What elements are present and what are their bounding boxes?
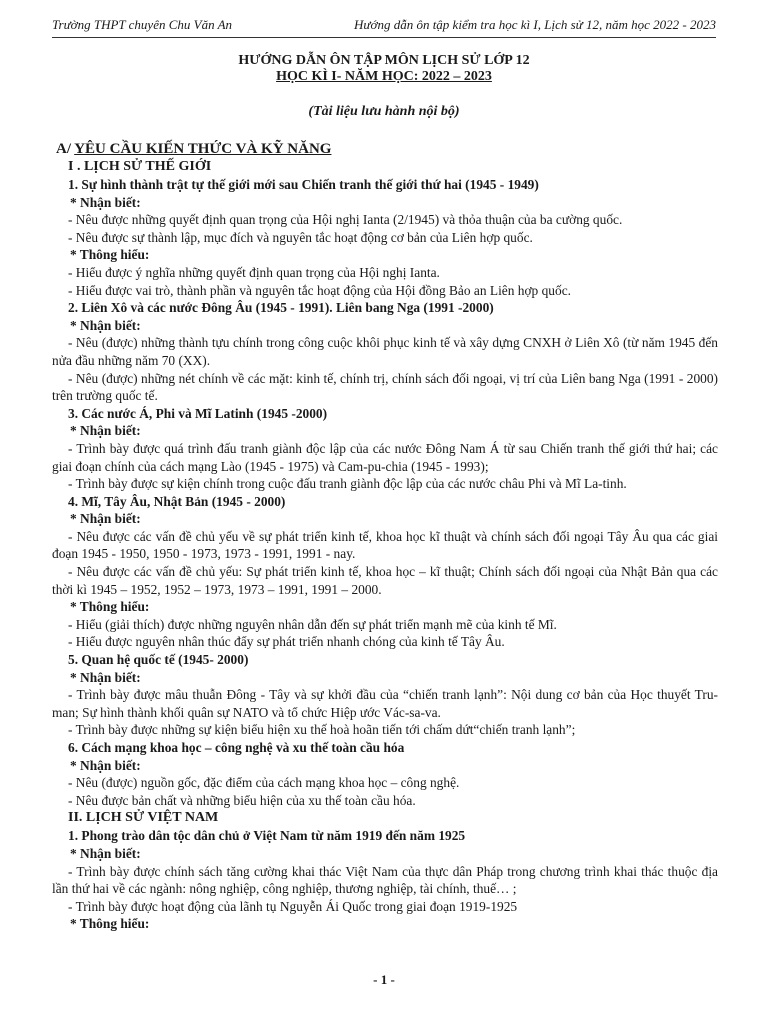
s3-label-nhan-biet: * Nhận biết: [70,423,141,439]
s5-item-1: - Trình bày được mâu thuẫn Đông - Tây và sự khởi đầu của “chiến tranh lạnh”: Nội dung cơ bản của Học thuyết Tru-man; Sự hình thành khối quân sự NATO và tổ chức Hiệp ước Vác-sa-va. [52,687,718,720]
doc-subtitle: HỌC KÌ I- NĂM HỌC: 2022 – 2023 [276,69,492,84]
s4-label-nhan-biet: * Nhận biết: [70,511,141,527]
s3-item-1: - Trình bày được quá trình đấu tranh giành độc lập của các nước Đông Nam Á từ sau Chiến tranh thế giới thứ hai; các giai đoạn chính của cách mạng Lào (1945 - 1975) và Cam-pu-chia (1945 - 1993); [52,440,718,474]
s4-item-1: - Nêu được các vấn đề chủ yếu về sự phát triển kinh tế, khoa học kĩ thuật và chính sách đối ngoại Tây Âu qua các giai đoạn 1945 - 1950, 1950 - 1973, 1973 - 1991, 1991 - nay. [52,528,718,562]
s1-label-thong-hieu: * Thông hiểu: [70,247,150,263]
s6-item-2: - Nêu được bản chất và những biểu hiện của xu thế toàn cầu hóa. [68,792,416,808]
header-doc-title: Hướng dẫn ôn tập kiểm tra học kì I, Lịch sử 12, năm học 2022 - 2023 [354,17,716,32]
s4-item-2: - Nêu được các vấn đề chủ yếu: Sự phát triển kinh tế, khoa học – kĩ thuật; Chính sách đối ngoại của Nhật Bản qua các thời kì 1945 – 1952, 1952 – 1973, 1973 – 1991, 1991 – 2000. [52,564,718,597]
doc-title: HƯỚNG DẪN ÔN TẬP MÔN LỊCH SỬ LỚP 12 [238,53,530,68]
s6-item-1: - Nêu (được) nguồn gốc, đặc điểm của cách mạng khoa học – công nghệ. [68,775,460,791]
section-a-prefix: A/ [56,141,75,157]
s1-item-4: - Hiểu được vai trò, thành phần và nguyên tắc hoạt động của Hội đồng Bảo an Liên hợp quốc. [68,282,571,298]
s6-heading: 6. Cách mạng khoa học – công nghệ và xu thế toàn cầu hóa [68,740,405,755]
section-a-title: YÊU CẦU KIẾN THỨC VÀ KỸ NĂNG [74,141,332,157]
s4-label-thong-hieu: * Thông hiểu: [70,599,150,615]
s2-item-2: - Nêu (được) những nét chính về các mặt: kinh tế, chính trị, chính sách đối ngoại, vị trí của Liên bang Nga (1991 - 2000) trên trường quốc tế. [52,370,718,404]
v1-item-2: - Trình bày được hoạt động của lãnh tụ Nguyễn Ái Quốc trong giai đoạn 1919-1925 [68,898,518,914]
page-header [52,17,716,38]
s2-heading: 2. Liên Xô và các nước Đông Âu (1945 - 1991). Liên bang Nga (1991 -2000) [68,300,494,316]
page-number: - 1 - [373,972,395,987]
part-2-heading: II. LỊCH SỬ VIỆT NAM [68,810,219,826]
v1-label-nhan-biet: * Nhận biết: [70,845,141,861]
s5-label-nhan-biet: * Nhận biết: [70,669,141,685]
s4-item-3: - Hiểu (giải thích) được những nguyên nhân dẫn đến sự phát triển mạnh mẽ của kinh tế Mĩ. [68,616,557,632]
s1-heading: 1. Sự hình thành trật tự thế giới mới sau Chiến tranh thế giới thứ hai (1945 - 1949) [68,177,539,192]
s1-item-1: - Nêu được những quyết định quan trọng của Hội nghị Ianta (2/1945) và thỏa thuận của ba cường quốc. [68,212,623,228]
s4-item-4: - Hiểu được nguyên nhân thúc đẩy sự phát triển nhanh chóng của kinh tế Tây Âu. [68,634,505,650]
s2-label-nhan-biet: * Nhận biết: [70,317,141,333]
doc-body [52,140,718,933]
part-1-heading: I . LỊCH SỬ THẾ GIỚI [68,159,212,174]
v1-heading: 1. Phong trào dân tộc dân chủ ở Việt Nam từ năm 1919 đến năm 1925 [68,828,466,844]
s3-heading: 3. Các nước Á, Phi và Mĩ Latinh (1945 -2000) [68,405,328,421]
s6-label-nhan-biet: * Nhận biết: [70,757,141,773]
s4-heading: 4. Mĩ, Tây Âu, Nhật Bản (1945 - 2000) [68,493,286,509]
v1-label-thong-hieu: * Thông hiểu: [70,916,150,932]
s2-item-1: - Nêu (được) những thành tựu chính trong công cuộc khôi phục kinh tế và xây dựng CNXH ở Liên Xô (từ năm 1945 đến nửa đầu những năm 70 (XX). [52,335,718,368]
s5-heading: 5. Quan hệ quốc tế (1945- 2000) [68,652,249,668]
s1-item-2: - Nêu được sự thành lập, mục đích và nguyên tắc hoạt động cơ bản của Liên hợp quốc. [68,229,533,245]
section-a-heading [52,140,718,158]
header-school: Trường THPT chuyên Chu Văn An [52,17,233,32]
s3-item-2: - Trình bày được sự kiện chính trong cuộc đấu tranh giành độc lập của các nước châu Phi và Mĩ La-tinh. [68,476,627,492]
v1-item-1: - Trình bày được chính sách tăng cường khai thác Việt Nam của thực dân Pháp trong chương trình khai thác thuộc địa lần thứ hai về các ngành: nông nghiệp, công nghiệp, thương nghiệp, tài chính, thuế… ; [52,863,718,897]
s1-item-3: - Hiểu được ý nghĩa những quyết định quan trọng của Hội nghị Ianta. [68,264,440,280]
doc-note: (Tài liệu lưu hành nội bộ) [308,104,460,119]
s5-item-2: - Trình bày được những sự kiện biểu hiện xu thế hoà hoãn tiến tới chấm dứt“chiến tranh lạnh”; [68,722,576,738]
s1-label-nhan-biet: * Nhận biết: [70,194,141,210]
